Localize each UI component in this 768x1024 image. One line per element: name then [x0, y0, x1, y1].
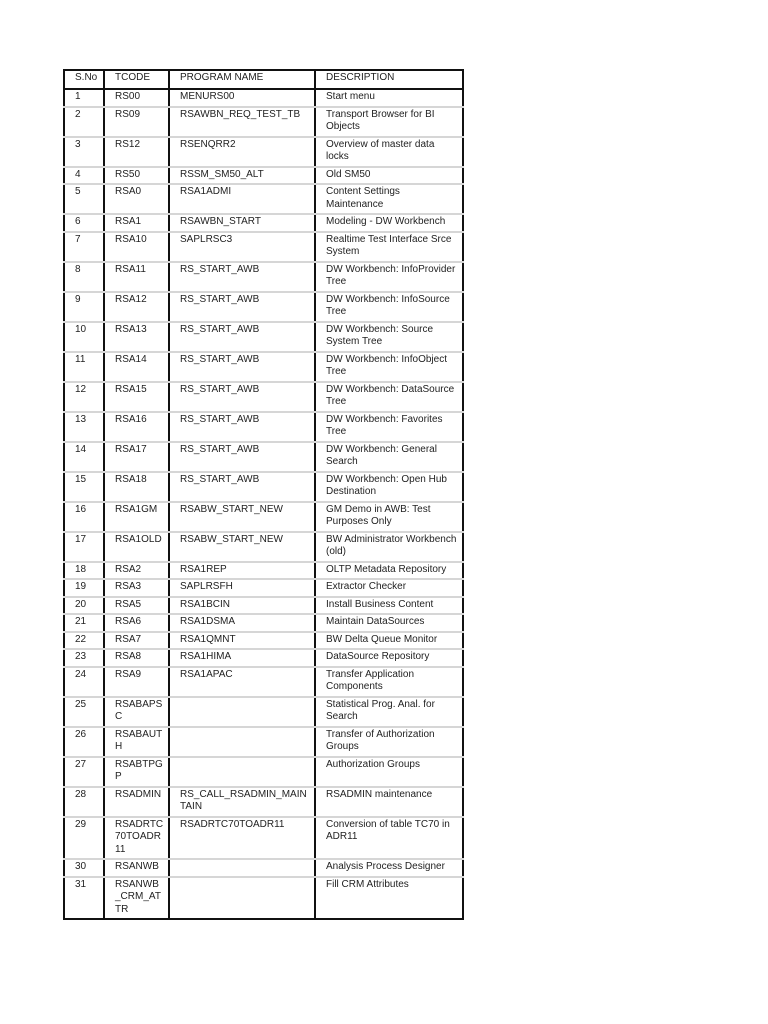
table-row	[64, 757, 463, 787]
cell-tcode: RSANWB	[104, 859, 169, 877]
cell-description: DW Workbench: InfoObject Tree	[315, 352, 463, 382]
cell-program-name: RS_START_AWB	[169, 262, 315, 292]
table-row	[64, 107, 463, 137]
cell-sno: 26	[64, 727, 104, 757]
cell-description: Old SM50	[315, 167, 463, 185]
cell-sno: 15	[64, 472, 104, 502]
cell-tcode: RS09	[104, 107, 169, 137]
cell-tcode: RSA13	[104, 322, 169, 352]
cell-program-name	[169, 757, 315, 787]
cell-tcode: RSA8	[104, 649, 169, 667]
cell-description: Transfer of Authorization Groups	[315, 727, 463, 757]
table-row	[64, 787, 463, 817]
cell-tcode: RSA12	[104, 292, 169, 322]
table-body	[64, 89, 463, 919]
cell-description: Transfer Application Components	[315, 667, 463, 697]
table-row	[64, 262, 463, 292]
cell-tcode: RSA9	[104, 667, 169, 697]
table-row	[64, 632, 463, 650]
cell-description: Authorization Groups	[315, 757, 463, 787]
table-row	[64, 292, 463, 322]
table-row	[64, 382, 463, 412]
cell-sno: 6	[64, 214, 104, 232]
cell-sno: 5	[64, 184, 104, 214]
table-row	[64, 412, 463, 442]
cell-tcode: RSA17	[104, 442, 169, 472]
cell-program-name: MENURS00	[169, 89, 315, 107]
cell-sno: 19	[64, 579, 104, 597]
cell-program-name: RSSM_SM50_ALT	[169, 167, 315, 185]
cell-description: Overview of master data locks	[315, 137, 463, 167]
cell-program-name	[169, 727, 315, 757]
cell-tcode: RSABAPSC	[104, 697, 169, 727]
cell-sno: 18	[64, 562, 104, 580]
cell-program-name: RS_START_AWB	[169, 472, 315, 502]
table-row	[64, 232, 463, 262]
cell-program-name: RSA1DSMA	[169, 614, 315, 632]
cell-program-name: RSA1ADMI	[169, 184, 315, 214]
cell-sno: 20	[64, 597, 104, 615]
cell-description: Conversion of table TC70 in ADR11	[315, 817, 463, 860]
header-tcode: TCODE	[104, 70, 169, 89]
cell-program-name: RSADRTC70TOADR11	[169, 817, 315, 860]
cell-sno: 27	[64, 757, 104, 787]
table-row	[64, 89, 463, 107]
cell-sno: 30	[64, 859, 104, 877]
cell-tcode: RSA18	[104, 472, 169, 502]
table-row	[64, 167, 463, 185]
cell-tcode: RSA14	[104, 352, 169, 382]
cell-sno: 2	[64, 107, 104, 137]
table-row	[64, 667, 463, 697]
header-description: DESCRIPTION	[315, 70, 463, 89]
cell-description: Fill CRM Attributes	[315, 877, 463, 920]
cell-description: BW Administrator Workbench (old)	[315, 532, 463, 562]
cell-tcode: RSA16	[104, 412, 169, 442]
cell-tcode: RSA3	[104, 579, 169, 597]
header-row	[64, 70, 463, 89]
cell-sno: 8	[64, 262, 104, 292]
table-row	[64, 859, 463, 877]
cell-description: DW Workbench: DataSource Tree	[315, 382, 463, 412]
cell-sno: 24	[64, 667, 104, 697]
table-row	[64, 562, 463, 580]
cell-tcode: RS50	[104, 167, 169, 185]
cell-program-name: SAPLRSFH	[169, 579, 315, 597]
cell-program-name: RS_START_AWB	[169, 382, 315, 412]
cell-sno: 4	[64, 167, 104, 185]
cell-program-name: RS_START_AWB	[169, 292, 315, 322]
header-sno: S.No	[64, 70, 104, 89]
cell-sno: 13	[64, 412, 104, 442]
table-row	[64, 472, 463, 502]
table-row	[64, 877, 463, 920]
cell-description: DW Workbench: InfoSource Tree	[315, 292, 463, 322]
cell-program-name	[169, 697, 315, 727]
cell-program-name: RSA1BCIN	[169, 597, 315, 615]
cell-tcode: RSADRTC70TOADR11	[104, 817, 169, 860]
table-row	[64, 502, 463, 532]
cell-description: Maintain DataSources	[315, 614, 463, 632]
cell-program-name: RSA1QMNT	[169, 632, 315, 650]
cell-tcode: RSABAUTH	[104, 727, 169, 757]
cell-tcode: RSA0	[104, 184, 169, 214]
table-row	[64, 214, 463, 232]
cell-program-name: RSAWBN_REQ_TEST_TB	[169, 107, 315, 137]
cell-program-name: RSABW_START_NEW	[169, 532, 315, 562]
cell-program-name: SAPLRSC3	[169, 232, 315, 262]
cell-description: Statistical Prog. Anal. for Search	[315, 697, 463, 727]
cell-tcode: RSABTPGP	[104, 757, 169, 787]
cell-tcode: RSA1GM	[104, 502, 169, 532]
cell-sno: 10	[64, 322, 104, 352]
cell-program-name: RSENQRR2	[169, 137, 315, 167]
cell-tcode: RSA15	[104, 382, 169, 412]
cell-description: Content Settings Maintenance	[315, 184, 463, 214]
table-header	[64, 70, 463, 89]
cell-tcode: RSA6	[104, 614, 169, 632]
cell-program-name: RSA1HIMA	[169, 649, 315, 667]
cell-description: DW Workbench: Source System Tree	[315, 322, 463, 352]
cell-sno: 12	[64, 382, 104, 412]
table-row	[64, 649, 463, 667]
cell-program-name: RSA1APAC	[169, 667, 315, 697]
table-row	[64, 727, 463, 757]
cell-description: Analysis Process Designer	[315, 859, 463, 877]
cell-program-name: RSAWBN_START	[169, 214, 315, 232]
cell-tcode: RS12	[104, 137, 169, 167]
cell-program-name: RS_START_AWB	[169, 352, 315, 382]
cell-description: Transport Browser for BI Objects	[315, 107, 463, 137]
cell-description: DW Workbench: InfoProvider Tree	[315, 262, 463, 292]
cell-sno: 28	[64, 787, 104, 817]
cell-tcode: RSA5	[104, 597, 169, 615]
cell-tcode: RSADMIN	[104, 787, 169, 817]
table-row	[64, 697, 463, 727]
cell-description: DW Workbench: Open Hub Destination	[315, 472, 463, 502]
table-row	[64, 817, 463, 860]
cell-description: Start menu	[315, 89, 463, 107]
cell-program-name: RS_CALL_RSADMIN_MAINTAIN	[169, 787, 315, 817]
cell-program-name: RS_START_AWB	[169, 322, 315, 352]
cell-sno: 25	[64, 697, 104, 727]
table-row	[64, 322, 463, 352]
table-row	[64, 579, 463, 597]
cell-tcode: RSA11	[104, 262, 169, 292]
cell-description: DataSource Repository	[315, 649, 463, 667]
cell-program-name: RS_START_AWB	[169, 412, 315, 442]
cell-description: RSADMIN maintenance	[315, 787, 463, 817]
table-row	[64, 352, 463, 382]
cell-description: OLTP Metadata Repository	[315, 562, 463, 580]
cell-sno: 21	[64, 614, 104, 632]
cell-sno: 29	[64, 817, 104, 860]
cell-description: Realtime Test Interface Srce System	[315, 232, 463, 262]
table-row	[64, 614, 463, 632]
table-row	[64, 597, 463, 615]
cell-sno: 1	[64, 89, 104, 107]
cell-sno: 7	[64, 232, 104, 262]
cell-sno: 31	[64, 877, 104, 920]
cell-sno: 23	[64, 649, 104, 667]
cell-sno: 17	[64, 532, 104, 562]
cell-description: DW Workbench: General Search	[315, 442, 463, 472]
cell-tcode: RSA10	[104, 232, 169, 262]
cell-sno: 16	[64, 502, 104, 532]
cell-description: Install Business Content	[315, 597, 463, 615]
cell-description: BW Delta Queue Monitor	[315, 632, 463, 650]
table-row	[64, 137, 463, 167]
transaction-code-table	[63, 69, 464, 920]
cell-tcode: RSA1OLD	[104, 532, 169, 562]
cell-sno: 11	[64, 352, 104, 382]
cell-tcode: RSA2	[104, 562, 169, 580]
cell-sno: 9	[64, 292, 104, 322]
cell-description: Modeling - DW Workbench	[315, 214, 463, 232]
cell-sno: 14	[64, 442, 104, 472]
cell-program-name: RS_START_AWB	[169, 442, 315, 472]
cell-program-name	[169, 859, 315, 877]
cell-description: Extractor Checker	[315, 579, 463, 597]
cell-tcode: RSA7	[104, 632, 169, 650]
cell-description: DW Workbench: Favorites Tree	[315, 412, 463, 442]
cell-description: GM Demo in AWB: Test Purposes Only	[315, 502, 463, 532]
cell-tcode: RS00	[104, 89, 169, 107]
cell-program-name: RSABW_START_NEW	[169, 502, 315, 532]
table-row	[64, 442, 463, 472]
cell-program-name	[169, 877, 315, 920]
table-row	[64, 532, 463, 562]
cell-sno: 3	[64, 137, 104, 167]
table-row	[64, 184, 463, 214]
cell-tcode: RSA1	[104, 214, 169, 232]
cell-tcode: RSANWB_CRM_ATTR	[104, 877, 169, 920]
cell-sno: 22	[64, 632, 104, 650]
header-program-name: PROGRAM NAME	[169, 70, 315, 89]
cell-program-name: RSA1REP	[169, 562, 315, 580]
